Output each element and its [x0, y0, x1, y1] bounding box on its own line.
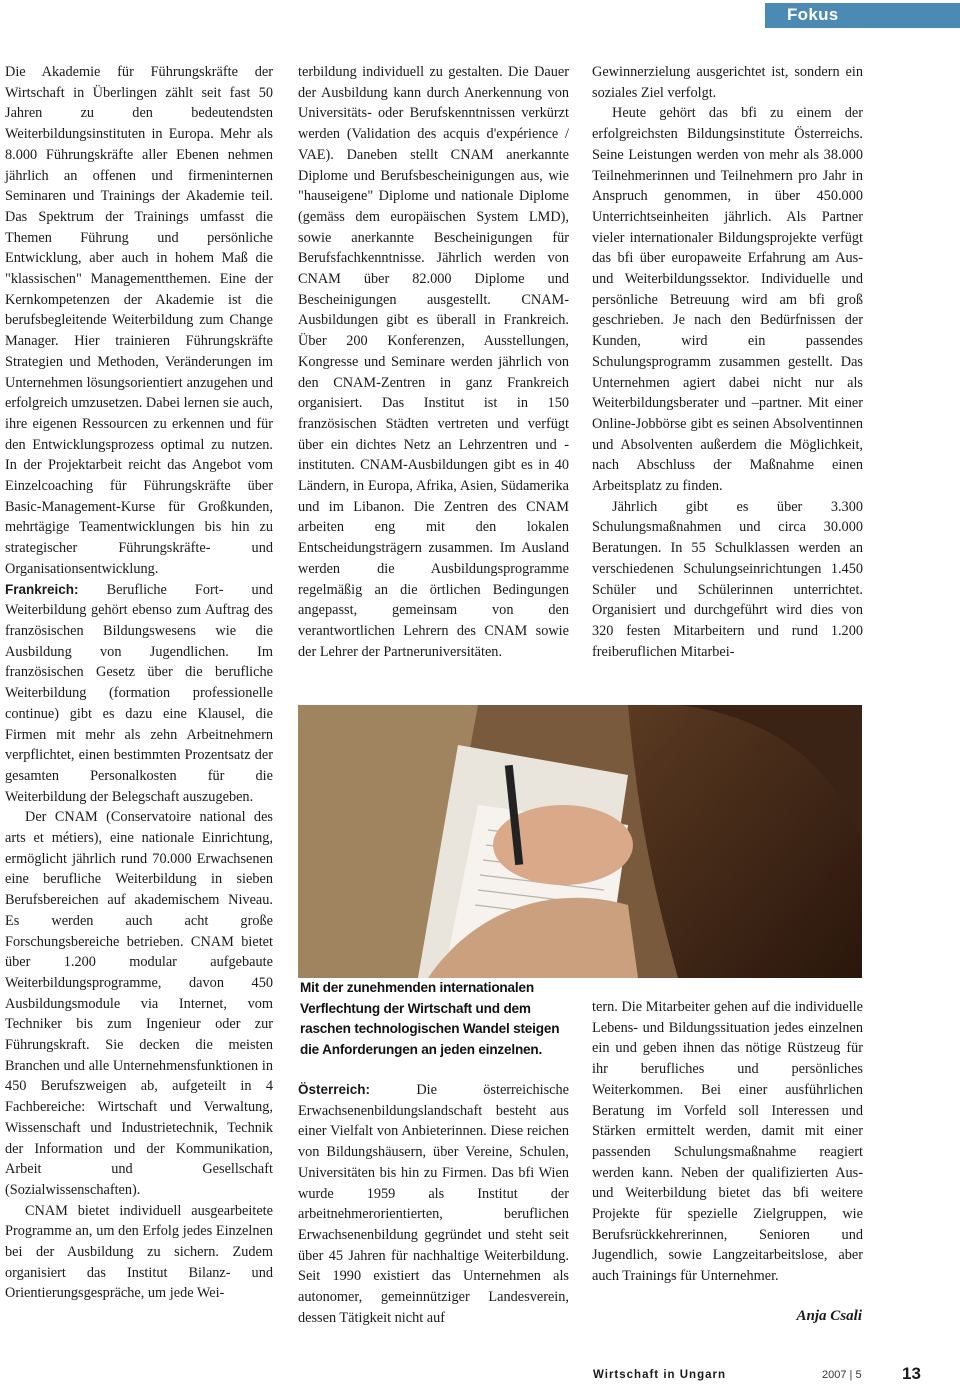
article-photo [298, 705, 862, 978]
paragraph-frankreich [5, 580, 273, 808]
section-tab [765, 3, 960, 28]
article-column-3-top [592, 62, 863, 662]
paragraph: Der CNAM (Conservatoire national des arts et métiers), eine nationale Einrichtung, ermöglicht jährlich rund 70.000 Erwachsenen eine berufliche Weiterbildung in sieben Berufsbereichen auf akademischem Niveau. Es werden auch acht große Forschungsbereiche betrieben. CNAM bietet über 1.200 modular aufgebaute Weiterbildungsprogramme, davon 450 Ausbildungsmodule via Internet, vom Techniker bis zum Ingenieur oder zur Führungskraft. Sie decken die meisten Branchen und alle Unternehmensfunktionen in 450 Berufszweigen ab, aufgeteilt in 4 Fachbereiche: Wirtschaft und Verwaltung, Wissenschaft und Industrietechnik, Technik der Information und der Kommunikation, Arbeit und Gesellschaft (Sozialwissenschaften). [5, 809, 273, 1198]
author-signature: Anja Csali [796, 1308, 862, 1324]
section-tab-label: Fokus [787, 5, 839, 24]
paragraph: tern. Die Mitarbeiter gehen auf die individuelle Lebens- und Bildungssituation jedes einzelnen ein und geben ihnen das nötige Rüstzeug für ihr berufliches und persönliches Weiterkommen. Bei einer ausführlichen Beratung im Vorfeld soll Interessen und Stärken ermittelt werden, damit mit einer passenden Schulungsmaßnahme reagiert werden kann. Neben der qualifizierten Aus- und Weiterbildung bietet das bfi weitere Projekte für spezielle Zielgruppen, wie Berufsrückkehrerinnen, Senioren und Jugendlich, sowie Langzeitarbeitslose, aber auch Trainings für Unternehmer. [592, 999, 863, 1285]
paragraph-oesterreich [298, 1080, 569, 1328]
lead-oesterreich: Österreich: [298, 1082, 371, 1097]
article-column-1 [5, 62, 273, 1304]
paragraph: CNAM bietet individuell ausgearbeitete Programme an, um den Erfolg jedes Einzelnen bei der Ausbildung zu sichern. Zudem organisiert das Institut Bilanz- und Orientierungsgespräche, um jede Wei- [5, 1202, 273, 1302]
paragraph: terbildung individuell zu gestalten. Die Dauer der Ausbildung kann durch Anerkennung von Universitäts- oder Berufskenntnissen verkürzt werden (Validation des acquis d'expérience / VAE). Daneben stellt CNAM anerkannte Diplome und Berufsbescheinigungen aus, wie "hauseigene" Diplome und nationale Diplome (gemäss dem europäischen System LMD), sowie anerkannte Bescheinigungen für Berufsfachkenntnisse. Jährlich werden von CNAM über 82.000 Diplome und Bescheinigungen ausgestellt. CNAM-Ausbildungen gibt es überall in Frankreich. Über 200 Konferenzen, Ausstellungen, Kongresse und Seminare werden jährlich von den CNAM-Zentren in ganz Frankreich organisiert. Das Institut ist in 150 französischen Städten vertreten und verfügt über ein dichtes Netz an Lehrzentren und -instituten. CNAM-Ausbildungen gibt es in 40 Ländern, in Europa, Afrika, Asien, Südamerika und im Libanon. Die Zentren des CNAM arbeiten eng mit den lokalen Entscheidungsträgern zusammen. Im Ausland werden die Ausbildungsprogramme regelmäßig an die örtlichen Bedingungen angepasst, gemeinsam von den verantwortlichen Lehrern des CNAM sowie der Lehrer der Partneruniversitäten. [298, 64, 569, 660]
footer-magazine-name: Wirtschaft in Ungarn [593, 1369, 726, 1381]
footer-issue: 2007 | 5 [822, 1369, 862, 1381]
paragraph: Jährlich gibt es über 3.300 Schulungsmaßnahmen und circa 30.000 Beratungen. In 55 Schulklassen werden an verschiedenen Schulungseinrichtungen 1.450 Schüler und Schülerinnen unterrichtet. Organisiert und durchgeführt wird dies von 320 festen Mitarbeitern und rund 1.200 freiberuflichen Mitarbei- [592, 498, 863, 660]
paragraph: Die Akademie für Führungskräfte der Wirtschaft in Überlingen zählt seit fast 50 Jahren zu den bedeutendsten Weiterbildungsinstituten in Europa. Mehr als 8.000 Führungskräfte aller Ebenen nehmen jährlich an offenen und firmeninternen Seminaren und Trainings der Akademie teil. Das Spektrum der Trainings umfasst die Themen Führung und persönliche Entwicklung, aber auch in hohem Maß die "klassischen" Managementthemen. Eine der Kernkompetenzen der Akademie ist die berufsbegleitende Weiterbildung zum Change Manager. Hier trainieren Führungskräfte Strategien und Methoden, Veränderungen im Unternehmen lösungsorientiert anzugehen und erfolgreich umzusetzen. Dabei lernen sie auch, ihre eigenen Ressourcen zu erkennen und für den Entwicklungsprozess optimal zu nutzen. In der Projektarbeit reicht das Angebot vom Einzelcoaching für Führungskräfte über Basic-Management-Kurse für Großkunden, mehrtägige Teamentwicklungen bis hin zu strategischer Führungskräfte- und Organisationsentwicklung. [5, 64, 273, 577]
footer-page-number: 13 [902, 1364, 921, 1383]
article-column-3-bottom [592, 997, 863, 1287]
lead-frankreich: Frankreich: [5, 581, 79, 597]
article-column-2-top [298, 62, 569, 662]
paragraph: Gewinnerzielung ausgerichtet ist, sondern ein soziales Ziel verfolgt. [592, 64, 863, 101]
photo-illustration [298, 705, 862, 978]
paragraph: Heute gehört das bfi zu einem der erfolgreichsten Bildungsinstitute Österreichs. Seine Leistungen werden von mehr als 38.000 Teilnehmerinnen und Teilnehmern pro Jahr in Anspruch genommen, in über 450.000 Unterrichtseinheiten jährlich. Als Partner vieler internationaler Bildungsprojekte verfügt das bfi über europaweite Erfahrung am Aus- und Weiterbildungssektor. Individuelle und persönliche Betreuung wird am bfi groß geschrieben. Je nach den Bedürfnissen der Kunden, wird ein passendes Schulungsprogramm zusammen gestellt. Das Unternehmen agiert dabei nicht nur als Weiterbildungsberater und –partner. Mit einer Online-Jobbörse gibt es seinen Absolventinnen und Absolventen außerdem die Möglichkeit, nach Abschluss der Maßnahme einen Arbeitsplatz zu finden. [592, 105, 863, 495]
article-column-2-bottom [298, 1080, 569, 1328]
photo-caption: Mit der zunehmenden internationalen Verflechtung der Wirtschaft und dem raschen technologischen Wandel steigen die Anforderungen an jeden einzelnen. [300, 980, 560, 1057]
paragraph-text: Die österreichische Erwachsenenbildungslandschaft besteht aus einer Vielfalt von Anbieterinnen. Diese reichen von Bildungshäusern, über Vereine, Schulen, Universitäten bis hin zu Firmen. Das bfi Wien wurde 1959 als Institut der arbeitnehmerorientierten, beruflichen Erwachsenenbildung gegründet und steht seit über 45 Jahren für nachhaltige Weiterbildung. Seit 1990 existiert das Unternehmen als autonomer, gemeinnütziger Landesverein, dessen Tätigkeit nicht auf [298, 1082, 569, 1326]
paragraph-text: Berufliche Fort- und Weiterbildung gehört ebenso zum Auftrag des französischen Bildungswesens wie die Ausbildung von Jugendlichen. Im französischen Gesetz über die berufliche Weiterbildung (formation professionelle continue) gibt es dazu eine Klausel, die Firmen mit mehr als zehn Arbeitnehmern verpflichtet, einen bestimmten Prozentsatz der gesamten Personalkosten für die Weiterbildung der Belegschaft auszugeben. [5, 581, 273, 805]
